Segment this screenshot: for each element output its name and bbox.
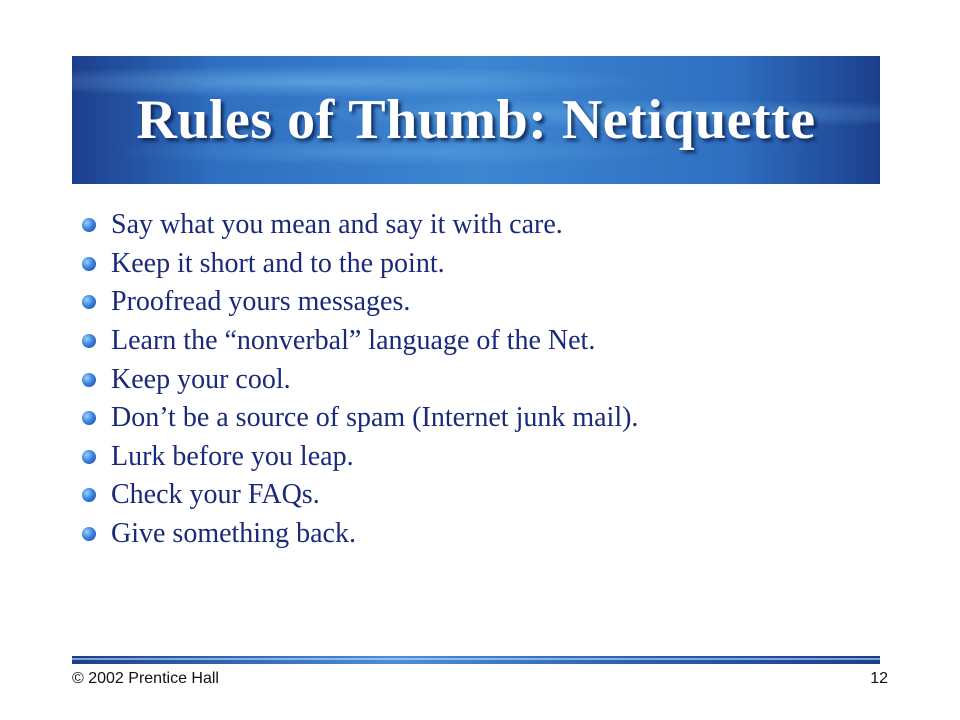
bullet-text: Give something back.	[111, 518, 356, 550]
bullet-icon	[82, 450, 96, 464]
bullet-text: Check your FAQs.	[111, 479, 320, 511]
list-item	[82, 438, 638, 477]
bullet-text: Keep your cool.	[111, 363, 291, 395]
list-item	[82, 245, 638, 284]
bullet-text: Proofread yours messages.	[111, 286, 411, 318]
bullet-icon	[82, 527, 96, 541]
bullet-text: Say what you mean and say it with care.	[111, 209, 563, 241]
footer-divider	[72, 656, 880, 664]
bullet-icon	[82, 488, 96, 502]
bullet-text: Don’t be a source of spam (Internet junk mail).	[111, 402, 639, 434]
bullet-icon	[82, 218, 96, 232]
bullet-text: Learn the “nonverbal” language of the Net.	[111, 325, 596, 357]
list-item	[82, 360, 638, 399]
bullet-icon	[82, 411, 96, 425]
bullet-icon	[82, 295, 96, 309]
list-item	[82, 322, 638, 361]
bullet-list	[82, 206, 638, 553]
list-item	[82, 476, 638, 515]
bullet-icon	[82, 334, 96, 348]
list-item	[82, 399, 638, 438]
slide-number: 12	[870, 670, 888, 687]
copyright-text: © 2002 Prentice Hall	[72, 670, 219, 687]
list-item	[82, 283, 638, 322]
bullet-icon	[82, 373, 96, 387]
list-item	[82, 206, 638, 245]
bullet-text: Lurk before you leap.	[111, 440, 354, 472]
bullet-text: Keep it short and to the point.	[111, 247, 445, 279]
title-banner	[72, 56, 880, 184]
bullet-icon	[82, 257, 96, 271]
slide-title: Rules of Thumb: Netiquette	[136, 89, 816, 151]
list-item	[82, 515, 638, 554]
